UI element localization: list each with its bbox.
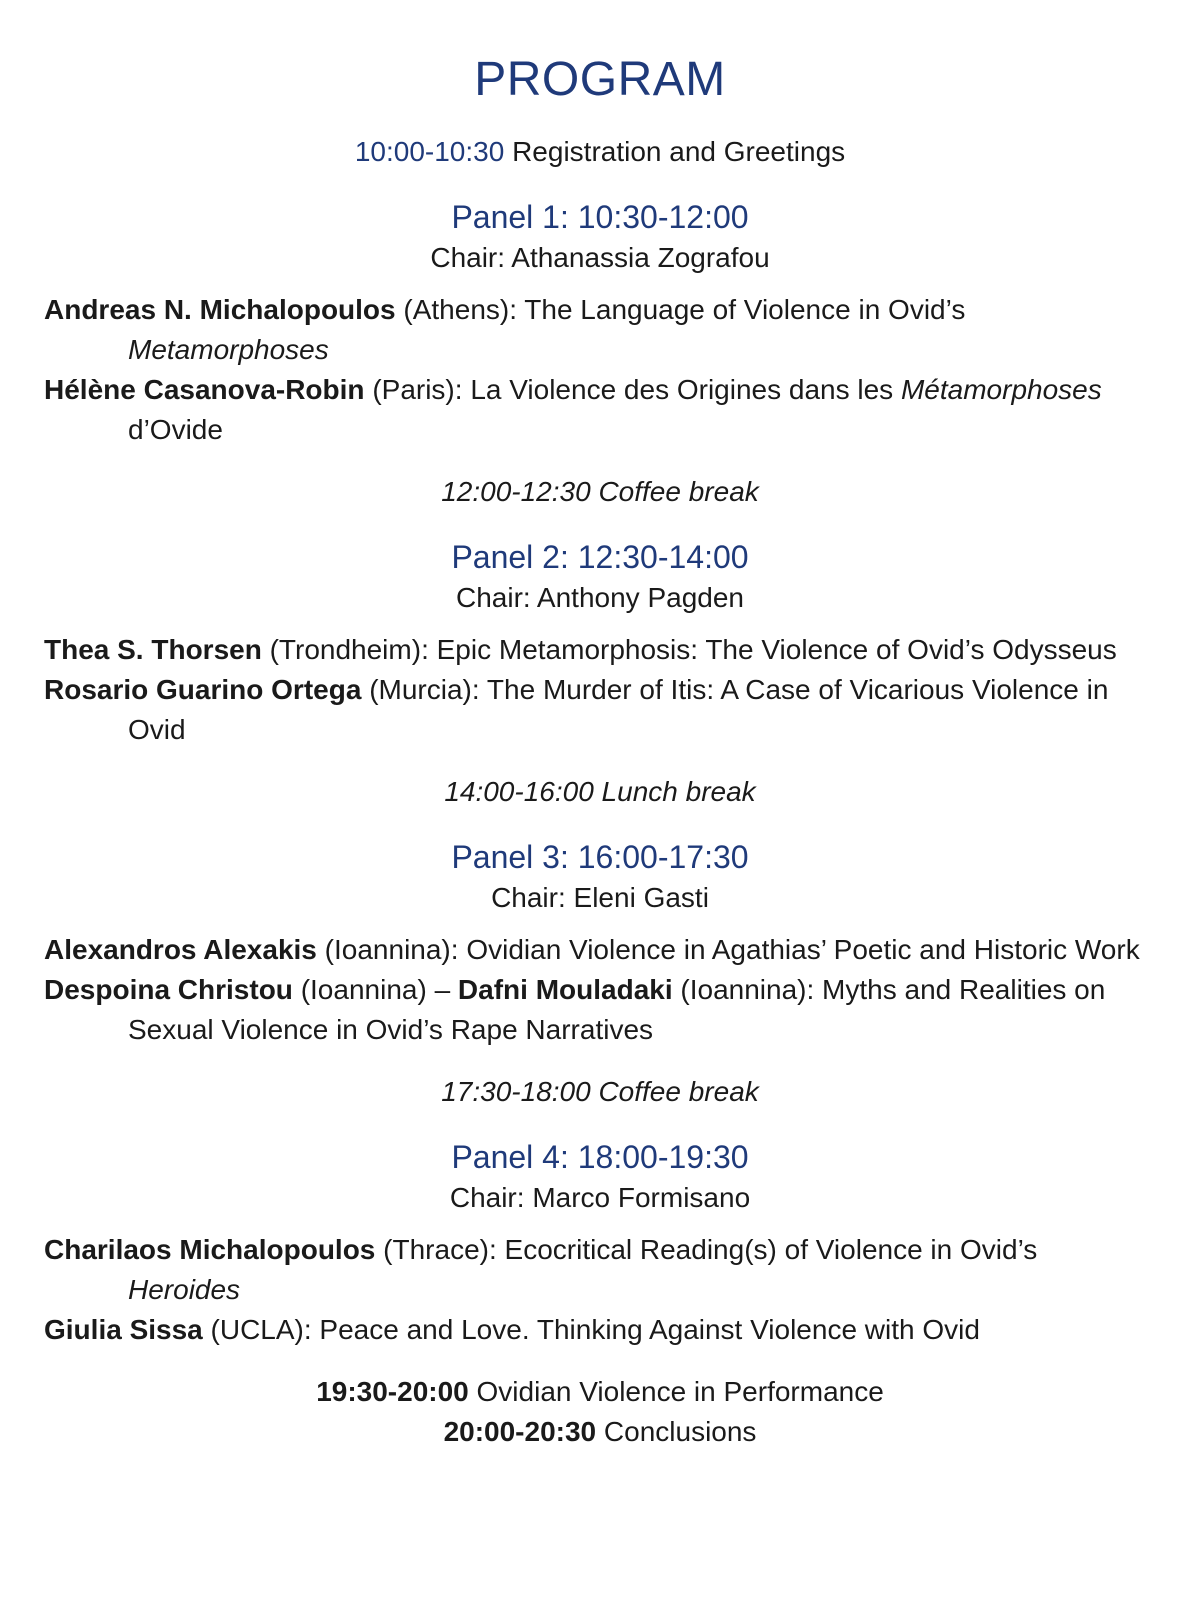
speaker-name: Dafni Mouladaki: [457, 974, 673, 1005]
speaker-affiliation: (Ioannina) –: [300, 974, 451, 1005]
closing-label: Conclusions: [603, 1416, 757, 1447]
talk-item: [44, 1230, 1156, 1310]
speaker-name: Alexandros Alexakis: [44, 934, 317, 965]
panel-chair: Chair: Marco Formisano: [449, 1182, 751, 1213]
speaker-name: Giulia Sissa: [44, 1314, 203, 1345]
speaker-name: Despoina Christou: [44, 974, 293, 1005]
panel-heading: Panel 3: 16:00-17:30: [451, 839, 749, 875]
talk-title: : The Murder of Itis: A Case of Vicarious Violence in Ovid: [128, 674, 1109, 745]
speaker-name: Hélène Casanova-Robin: [44, 374, 365, 405]
break-line: 12:00-12:30 Coffee break: [441, 476, 759, 507]
talk-title: : Ovidian Violence in Agathias’ Poetic and Historic Work: [450, 934, 1140, 965]
page-title: PROGRAM: [474, 53, 726, 106]
talk-title: : Ecocritical Reading(s) of Violence in Ovid’s: [488, 1234, 1038, 1265]
talk-item: [44, 370, 1156, 450]
closing-label: Ovidian Violence in Performance: [476, 1376, 884, 1407]
talk-title-italic: Metamorphoses: [128, 334, 329, 365]
panel-3: [44, 836, 1156, 1050]
talk-item: [44, 970, 1156, 1050]
closing-item: [44, 1412, 1156, 1452]
speaker-affiliation: (Murcia): [369, 674, 472, 705]
panel-heading: Panel 2: 12:30-14:00: [451, 539, 749, 575]
talk-title: : Myths and Realities on Sexual Violence in Ovid’s Rape Narratives: [128, 974, 1106, 1045]
speaker-affiliation: (UCLA): [210, 1314, 304, 1345]
speaker-affiliation: (Thrace): [383, 1234, 489, 1265]
speaker-name: Charilaos Michalopoulos: [44, 1234, 376, 1265]
panel-heading: Panel 4: 18:00-19:30: [451, 1139, 749, 1175]
talk-item: [44, 1310, 1156, 1350]
panel-chair: Chair: Eleni Gasti: [491, 882, 709, 913]
speaker-affiliation: (Ioannina): [324, 934, 451, 965]
talk-title: : La Violence des Origines dans les: [454, 374, 894, 405]
talk-list: [44, 930, 1156, 1050]
closing-time: 19:30-20:00: [316, 1376, 469, 1407]
talk-title-italic: Heroides: [128, 1274, 241, 1305]
speaker-name: Rosario Guarino Ortega: [44, 674, 362, 705]
talk-list: [44, 290, 1156, 450]
closing-time: 20:00-20:30: [443, 1416, 597, 1447]
talk-list: [44, 1230, 1156, 1350]
speaker-affiliation: (Athens): [403, 294, 510, 325]
registration-line: [44, 132, 1156, 172]
speaker-name: Andreas N. Michalopoulos: [44, 294, 396, 325]
break-line: 17:30-18:00 Coffee break: [441, 1076, 759, 1107]
panel-chair: Chair: Anthony Pagden: [456, 582, 744, 613]
talk-item: [44, 290, 1156, 370]
speaker-affiliation: (Ioannina): [680, 974, 807, 1005]
closing-item: [44, 1372, 1156, 1412]
talk-item: [44, 930, 1156, 970]
speaker-affiliation: (Trondheim): [269, 634, 422, 665]
talk-title: : The Language of Violence in Ovid’s: [509, 294, 966, 325]
talk-title: : Epic Metamorphosis: The Violence of Ovid’s Odysseus: [421, 634, 1117, 665]
panel-4: [44, 1136, 1156, 1350]
closing-sessions: [44, 1372, 1156, 1452]
panel-1: [44, 196, 1156, 450]
talk-title-tail: d’Ovide: [128, 414, 223, 445]
speaker-affiliation: (Paris): [372, 374, 455, 405]
talk-item: [44, 630, 1156, 670]
panel-chair: Chair: Athanassia Zografou: [430, 242, 770, 273]
talk-title-italic: Métamorphoses: [900, 374, 1102, 405]
talk-list: [44, 630, 1156, 750]
break-line: 14:00-16:00 Lunch break: [444, 776, 756, 807]
panel-heading: Panel 1: 10:30-12:00: [451, 199, 749, 235]
talk-title: : Peace and Love. Thinking Against Violence with Ovid: [303, 1314, 980, 1345]
speaker-name: Thea S. Thorsen: [44, 634, 262, 665]
panel-2: [44, 536, 1156, 750]
registration-time: 10:00-10:30: [354, 136, 505, 167]
talk-item: [44, 670, 1156, 750]
registration-label: Registration and Greetings: [512, 136, 846, 167]
